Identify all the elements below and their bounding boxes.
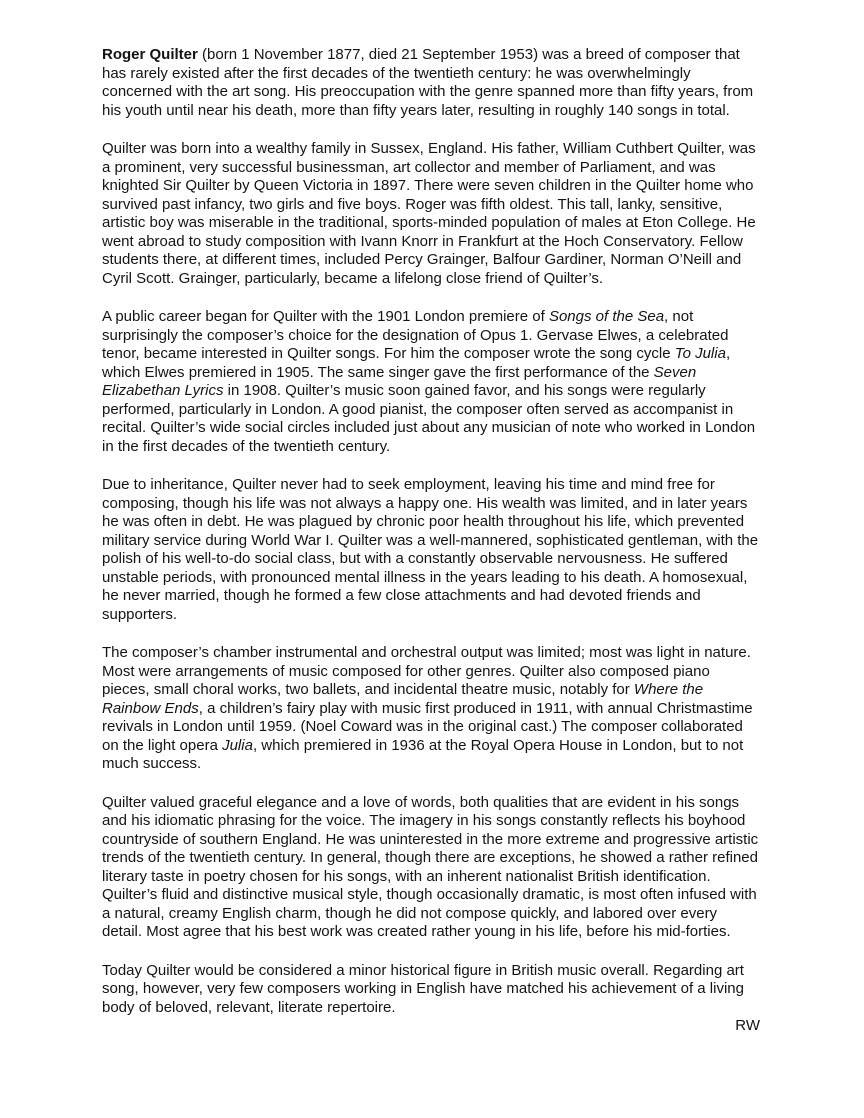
text-run: A public career began for Quilter with the 1901 London premiere of	[102, 308, 549, 325]
text-run: Quilter was born into a wealthy family in Sussex, England. His father, William Cuthbert Quilter, was a prominent, very successful businessman, art collector and member of Parliament, and was knighted Sir Quilter by Queen Victoria in 1897. There were seven children in the Quilter home who survived past infancy, two girls and five boys. Roger was fifth oldest. This tall, lanky, sensitive, artistic boy was miserable in the traditional, sports-minded population of males at Eton College. He went abroad to study composition with Ivann Knorr in Frankfurt at the Hoch Conservatory. Fellow students there, at different times, included Percy Grainger, Balfour Gardiner, Norman O’Neill and Cyril Scott. Grainger, particularly, became a lifelong close friend of Quilter’s.	[102, 140, 756, 287]
work-title-italic: To Julia	[674, 345, 726, 362]
text-run: Today Quilter would be considered a minor historical figure in British music overall. Regarding art song, however, very few composers working in English have matched his achievement of a living body of beloved, relevant, literate repertoire.	[102, 961, 744, 1016]
composer-name-bold: Roger Quilter	[102, 46, 198, 63]
author-initials: RW	[735, 1017, 760, 1034]
work-title-italic: Julia	[222, 736, 253, 754]
text-run: The composer’s chamber instrumental and orchestral output was limited; most was light in nature. Most were arrangements of music composed for other genres. Quilter also composed piano pieces, small choral works, two ballets, and incidental theatre music, notably for	[102, 644, 751, 698]
paragraph-family	[102, 140, 760, 288]
text-run: , which Elwes premiered in 1905. The same singer gave the first performance of the	[102, 345, 731, 381]
text-run: Quilter valued graceful elegance and a love of words, both qualities that are evident in his songs and his idiomatic phrasing for the voice. The imagery in his songs constantly reflects his boyhood countryside of southern England. He was uninterested in the more extreme and progressive artistic trends of the twentieth century. In general, though there are exceptions, he showed a rather refined literary taste in poetry chosen for his songs, with an inherent nationalist British identification. Quilter’s fluid and distinctive musical style, though occasionally dramatic, is most often infused with a natural, creamy English charm, though he did not compose quickly, and labored over every detail. Most agree that his best work was created rather young in his life, before his mid-forties.	[102, 793, 759, 940]
text-run: Due to inheritance, Quilter never had to seek employment, leaving his time and mind free for composing, though his life was not always a happy one. His wealth was limited, and in later years he was often in debt. He was plagued by chronic poor health throughout his life, which prevented military service during World War I. Quilter was a well-mannered, sophisticated gentleman, with the polish of his well-to-do social class, but with a constantly observable nervousness. He suffered unstable periods, with pronounced mental illness in the years leading to his death. A homosexual, he never married, though he formed a few close attachments and had devoted friends and supporters.	[102, 476, 759, 623]
text-run: , not surprisingly the composer’s choice for the designation of Opus 1. Gervase Elwes, a celebrated tenor, became interested in Quilter songs. For him the composer wrote the song cycle	[102, 308, 729, 362]
paragraph-legacy	[102, 962, 760, 1018]
text-run: (born 1 November 1877, died 21 September 1953) was a breed of composer that has rarely existed after the first decades of the twentieth century: he was overwhelmingly concerned with the art song. His preoccupation with the genre spanned more than fifty years, from his youth until near his death, more than fifty years later, resulting in roughly 140 songs in total.	[102, 46, 754, 119]
paragraph-wealth-health	[102, 476, 760, 624]
text-run: in 1908. Quilter’s music soon gained favor, and his songs were regularly performed, particularly in London. A good pianist, the composer often served as accompanist in recital. Quilter’s wide social circles included just about any musician of note who worked in London in the first decades of the twentieth century.	[102, 382, 756, 455]
work-title-italic: Songs of the Sea	[548, 308, 665, 325]
paragraph-style	[102, 794, 760, 942]
paragraph-intro	[102, 46, 760, 120]
paragraph-career	[102, 308, 760, 456]
work-title-italic: Where the Rainbow Ends	[102, 681, 704, 717]
text-run: , a children’s fairy play with music first produced in 1911, with annual Christmastime revivals in London until 1959. (Noel Coward was in the original cast.) The composer collaborated on the light opera	[102, 699, 753, 754]
text-run: , which premiered in 1936 at the Royal Opera House in London, but to not much success.	[102, 736, 744, 772]
work-title-italic: Seven Elizabethan Lyrics	[102, 363, 697, 399]
paragraph-output	[102, 644, 760, 774]
